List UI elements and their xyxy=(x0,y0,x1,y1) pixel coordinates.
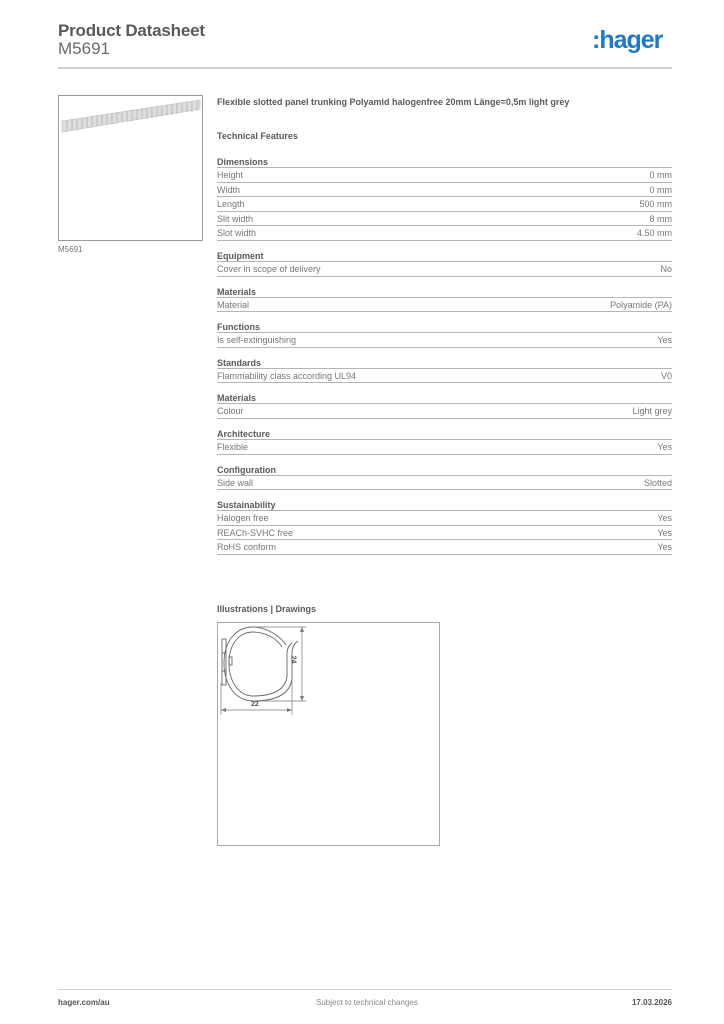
group-title: Standards xyxy=(217,357,672,369)
group-title: Functions xyxy=(217,321,672,333)
spec-row xyxy=(217,526,672,541)
trunking-profile-drawing-icon xyxy=(218,623,439,845)
spec-label: Length xyxy=(217,199,245,210)
spec-value: 0 mm xyxy=(649,170,672,180)
group-title: Configuration xyxy=(217,464,672,476)
dimension-height-label: 24 xyxy=(289,655,297,664)
spec-label: Cover in scope of delivery xyxy=(217,263,321,274)
spec-group-standards xyxy=(217,357,672,384)
spec-value: Yes xyxy=(657,441,672,452)
footer-date: 17.03.2026 xyxy=(631,998,672,1007)
footer-website: hager.com/au xyxy=(58,998,110,1007)
hager-logo: :hager xyxy=(592,26,663,54)
spec-row xyxy=(217,183,672,198)
spec-value: Light grey xyxy=(632,406,672,417)
spec-group-functions xyxy=(217,321,672,348)
spec-label: Halogen free xyxy=(217,513,269,524)
group-title: Dimensions xyxy=(217,156,672,168)
spec-value: Yes xyxy=(657,527,672,538)
spec-label: Side wall xyxy=(217,477,254,488)
product-image-caption: M5691 xyxy=(58,245,83,254)
technical-drawing xyxy=(217,622,440,846)
slotted-trunking-image xyxy=(59,96,202,240)
spec-value: No xyxy=(660,263,672,274)
spec-label: Slot width xyxy=(217,228,257,239)
spec-value: 8 mm xyxy=(649,213,672,224)
spec-value: Slotted xyxy=(643,477,672,488)
spec-row xyxy=(217,262,672,277)
spec-label: Slit width xyxy=(217,213,254,224)
product-description: Flexible slotted panel trunking Polyamid halogenfree 20mm Länge=0,5m light grey xyxy=(217,97,570,107)
spec-group-equipment xyxy=(217,250,672,277)
group-title: Architecture xyxy=(217,428,672,440)
spec-row xyxy=(217,540,672,555)
illustrations-heading: Illustrations | Drawings xyxy=(217,604,317,614)
spec-label: Flammability class according UL94 xyxy=(217,370,357,381)
spec-row xyxy=(217,168,672,183)
spec-group-materials xyxy=(217,286,672,313)
group-title: Equipment xyxy=(217,250,672,262)
spec-group-architecture xyxy=(217,428,672,455)
spec-group-configuration xyxy=(217,464,672,491)
technical-features-heading: Technical Features xyxy=(217,131,298,141)
spec-value: 4.50 mm xyxy=(636,228,672,239)
page-title: Product Datasheet xyxy=(58,21,205,40)
spec-value: Yes xyxy=(657,513,672,524)
spec-row xyxy=(217,476,672,491)
footer-divider xyxy=(58,989,672,990)
spec-label: Is self-extinguishing xyxy=(217,335,297,346)
spec-row xyxy=(217,404,672,419)
group-title: Materials xyxy=(217,286,672,298)
spec-row xyxy=(217,333,672,348)
spec-label: RoHS conform xyxy=(217,542,277,553)
footer-notice: Subject to technical changes xyxy=(316,998,418,1007)
spec-group-materials-colour xyxy=(217,392,672,419)
spec-label: Material xyxy=(217,299,250,310)
spec-label: Colour xyxy=(217,406,244,417)
spec-row xyxy=(217,298,672,313)
spec-table xyxy=(217,156,672,564)
spec-label: Height xyxy=(217,170,244,180)
header-divider xyxy=(58,67,672,69)
spec-value: Polyamide (PA) xyxy=(610,299,672,310)
spec-row xyxy=(217,226,672,241)
spec-row xyxy=(217,197,672,212)
spec-value: V0 xyxy=(660,370,672,381)
spec-label: Flexible xyxy=(217,441,249,452)
spec-value: 0 mm xyxy=(649,184,672,195)
spec-value: Yes xyxy=(657,542,672,553)
group-title: Sustainability xyxy=(217,499,672,511)
spec-value: Yes xyxy=(657,335,672,346)
product-code: M5691 xyxy=(58,39,110,58)
spec-group-dimensions xyxy=(217,156,672,241)
spec-group-sustainability xyxy=(217,499,672,555)
spec-row xyxy=(217,440,672,455)
spec-row xyxy=(217,212,672,227)
spec-label: Width xyxy=(217,184,241,195)
dimension-width-label: 22 xyxy=(251,701,259,708)
product-image xyxy=(58,95,203,241)
group-title: Materials xyxy=(217,392,672,404)
spec-value: 500 mm xyxy=(639,199,672,210)
spec-label: REACh-SVHC free xyxy=(217,527,294,538)
spec-row xyxy=(217,511,672,526)
spec-row xyxy=(217,369,672,384)
